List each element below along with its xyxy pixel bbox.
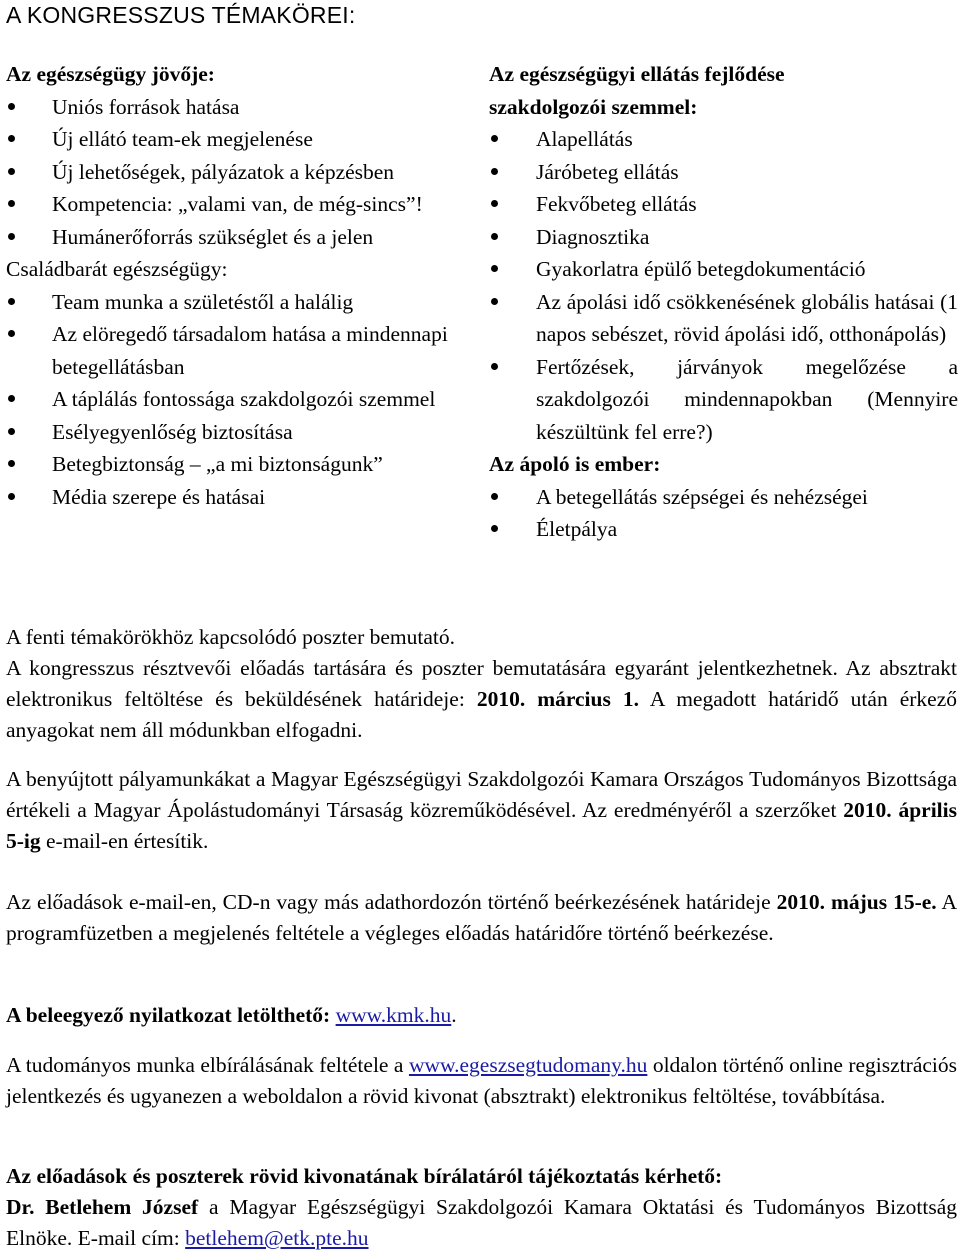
page-title: A KONGRESSZUS TÉMAKÖREI:	[6, 2, 356, 28]
contact-heading: Az előadások és poszterek rövid kivonatának bírálatáról tájékoztatás kérhető:	[6, 1164, 723, 1188]
list-item: Kompetencia: „valami van, de még-sincs”!	[6, 188, 432, 221]
bullet-icon	[8, 493, 15, 500]
list-item: Esélyegyenlőség biztosítása	[6, 416, 476, 449]
section-heading-nurse: Az ápoló is ember:	[489, 452, 661, 476]
registration-paragraph: A tudományos munka elbírálásának feltétele a www.egeszsegtudomany.hu oldalon történő online regisztrációs jelentkezés és ugyanezen a weboldalon a rövid kivonat (absztrakt) elektronikus feltöltése, továbbítása.	[6, 1053, 958, 1108]
email-link[interactable]: betlehem@etk.pte.hu	[185, 1226, 369, 1250]
list-item: Uniós források hatása	[6, 91, 476, 124]
bullet-icon	[491, 493, 498, 500]
contact-name: Dr. Betlehem József	[6, 1195, 199, 1219]
right-column	[489, 58, 958, 546]
submission-deadline: 2010. május 15-e.	[776, 890, 937, 914]
bullet-icon	[491, 363, 498, 370]
bullet-icon	[491, 298, 498, 305]
list-item: Gyakorlatra épülő betegdokumentáció	[489, 253, 958, 286]
list-item: Új ellátó team-ek megjelenése	[6, 123, 476, 156]
bullet-icon	[491, 265, 498, 272]
bullet-icon	[8, 395, 15, 402]
notification-deadline: 2010. április 5-ig	[6, 798, 957, 853]
poster-paragraph	[6, 622, 957, 746]
bullet-icon	[8, 428, 15, 435]
left-column	[6, 58, 476, 513]
list-item: A betegellátás szépségei és nehézségei	[489, 481, 958, 514]
list-item: Fertőzések, járványok megelőzése a szakdolgozói mindennapokban (Mennyire készültünk fel erre?)	[489, 351, 958, 449]
list-item: Diagnosztika	[489, 221, 958, 254]
list-item: Team munka a születéstől a halálig	[6, 286, 476, 319]
bullet-icon	[8, 460, 15, 467]
egeszsegtudomany-link[interactable]: www.egeszsegtudomany.hu	[408, 1053, 648, 1077]
bullet-icon	[8, 298, 15, 305]
bullet-icon	[491, 233, 498, 240]
section-heading-development: Az egészségügyi ellátás fejlődése szakdolgozói szemmel:	[489, 62, 785, 119]
evaluation-paragraph: A benyújtott pályamunkákat a Magyar Egészségügyi Szakdolgozói Kamara Országos Tudományos Bizottsága értékeli a Magyar Ápolástudományi Társaság közreműködésével. Az eredményéről a szerzőket 2010. április 5-ig e-mail-en értesítik.	[6, 767, 957, 853]
poster-line: A fenti témakörökhöz kapcsolódó poszter bemutató.	[6, 625, 455, 649]
bullet-icon	[8, 233, 15, 240]
bullet-icon	[8, 103, 15, 110]
section-heading-family: Családbarát egészségügy:	[6, 257, 228, 281]
bullet-icon	[491, 135, 498, 142]
list-item: Az elöregedő társadalom hatása a mindennapi betegellátásban	[6, 318, 467, 383]
submission-paragraph: Az előadások e-mail-en, CD-n vagy más adathordozón történő beérkezésének határideje 2010. május 15-e. A programfüzetben a megjelenés feltétele a végleges előadás határidőre történő beérkezése.	[6, 890, 957, 945]
topic-list-family	[6, 286, 476, 514]
bullet-icon	[491, 168, 498, 175]
list-item: Új lehetőségek, pályázatok a képzésben	[6, 156, 476, 189]
list-item: Média szerepe és hatásai	[6, 481, 476, 514]
consent-paragraph: A beleegyező nyilatkozat letölthető: www.kmk.hu.	[6, 1003, 457, 1027]
abstract-deadline: 2010. március 1.	[476, 687, 640, 711]
contact-paragraph: Az előadások és poszterek rövid kivonatának bírálatáról tájékoztatás kérhető: Dr. Betlehem József a Magyar Egészségügyi Szakdolgozói Kamara Oktatási és Tudományos Bizottság Elnöke. E-mail cím: betlehem@etk.pte.hu	[6, 1161, 957, 1254]
list-item: Fekvőbeteg ellátás	[489, 188, 958, 221]
list-item: Életpálya	[489, 513, 958, 546]
topic-list-future	[6, 91, 476, 254]
deadline-paragraph: A kongresszus résztvevői előadás tartására és poszter bemutatására egyaránt jelentkezhetnek. Az absztrakt elektronikus feltöltése és beküldésének határideje: 2010. március 1. A megadott határidő után érkező anyagokat nem áll módunkban elfogadni.	[6, 656, 958, 742]
list-item: Alapellátás	[489, 123, 958, 156]
list-item: Az ápolási idő csökkenésének globális hatásai (1 napos sebészet, rövid ápolási idő, otthonápolás)	[489, 286, 958, 351]
bullet-icon	[491, 525, 498, 532]
section-heading-future: Az egészségügy jövője:	[6, 62, 215, 86]
kmk-link[interactable]: www.kmk.hu	[335, 1003, 452, 1027]
bullet-icon	[8, 330, 15, 337]
list-item: A táplálás fontossága szakdolgozói szemmel	[6, 383, 487, 416]
list-item: Humánerőforrás szükséglet és a jelen	[6, 221, 476, 254]
list-item: Járóbeteg ellátás	[489, 156, 958, 189]
topic-list-development	[489, 123, 958, 448]
list-item: Betegbiztonság – „a mi biztonságunk”	[6, 448, 476, 481]
bullet-icon	[8, 135, 15, 142]
bullet-icon	[491, 200, 498, 207]
bullet-icon	[8, 200, 15, 207]
topic-list-nurse	[489, 481, 958, 546]
bullet-icon	[8, 168, 15, 175]
